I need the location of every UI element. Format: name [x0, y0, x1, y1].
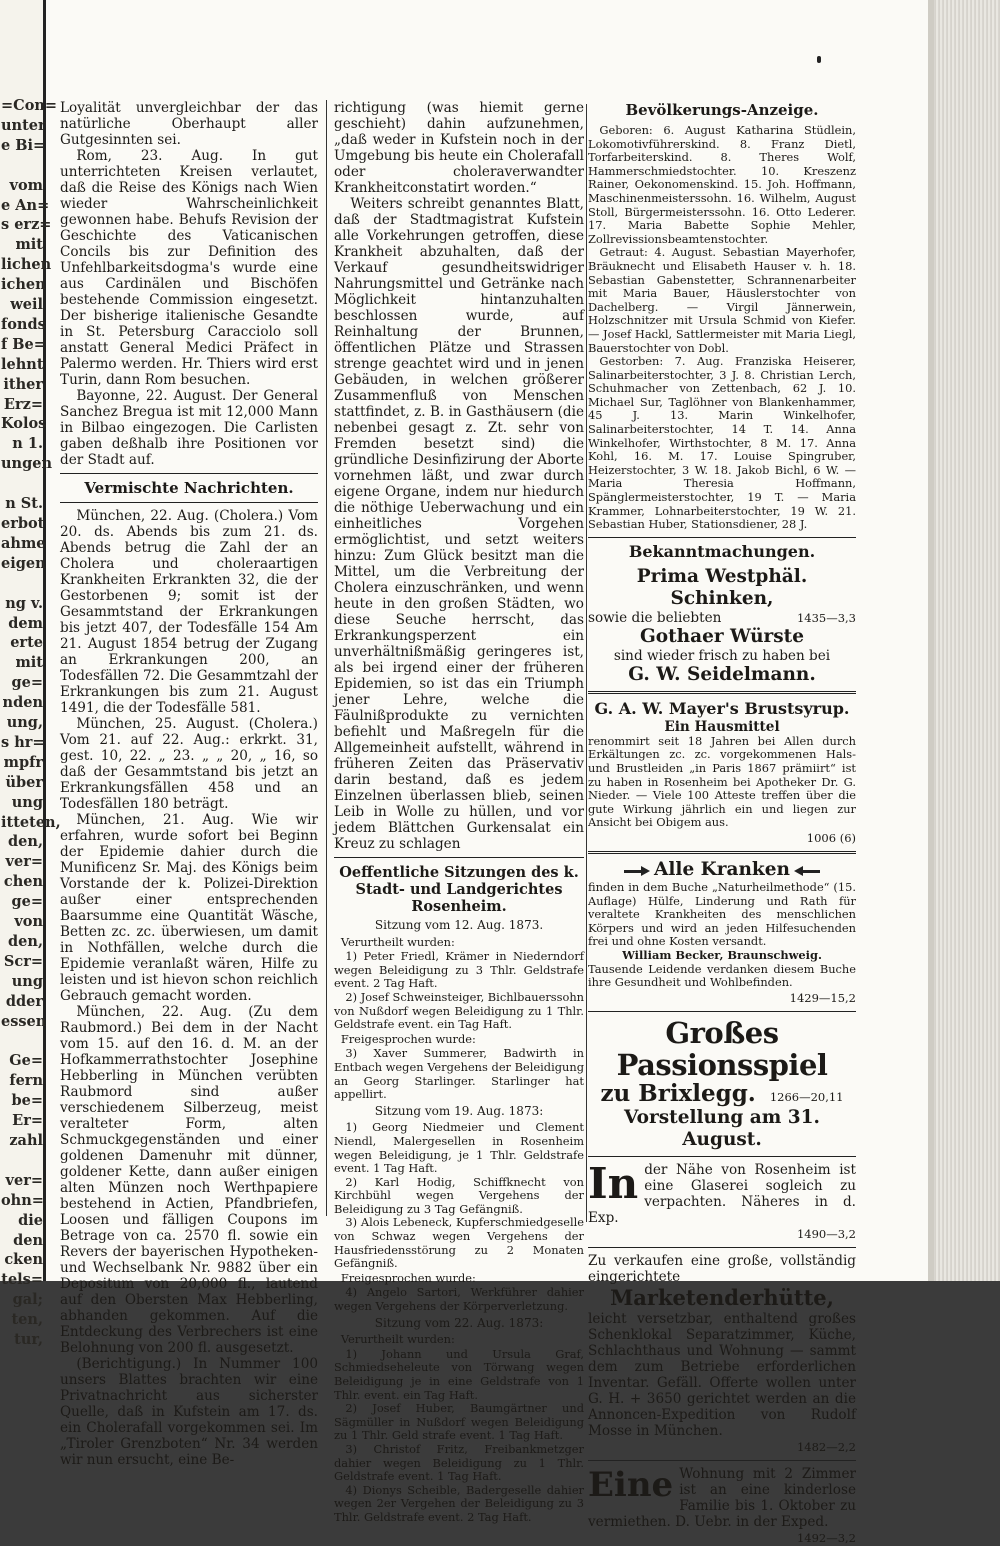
left-fragment-line: essen [1, 1012, 47, 1030]
left-fragment-line: =Con= [1, 97, 58, 114]
court-entry: 1) Georg Niedmeier und Clement Niendl, Malergesellen in Rosenheim wegen Beleidigung, je 1 Thlr. Geldstrafe event. 1 Tag Haft. [334, 1120, 584, 1176]
left-fragment-line: ither [3, 375, 43, 393]
divider [588, 851, 856, 854]
court-entry: 4) Dionys Scheible, Badergeselle dahier wegen 2er Vergehen der Beleidigung zu 3 Thlr. Geldstrafe event. 2 Tag Haft. [334, 1482, 584, 1524]
article-munich-cholera-1: München, 22. Aug. (Cholera.) Vom 20. ds. Abends bis zum 21. ds. Abends betrug die Zahl der an Cholera und choleraartigen Krankheiten Erkrankten 32, die der Gestorbenen 9; somit ist der Gesammtstand der Erkrankungen bis jetzt 407, der Todesfälle 154 Am 21. August 1854 betrug der Zugang an Erkrankungen 200, an Todesfällen 72. Die Gesammtzahl der Erkrankungen bis zum 21. August 1491, die der Todesfälle 581. [60, 508, 318, 716]
left-fragment-line: erte [10, 634, 43, 652]
ad-headline: Alle Kranken [654, 858, 790, 880]
left-fragment-line: tels= [1, 1271, 43, 1289]
left-fragment-line [1, 156, 43, 176]
court-entry: 2) Josef Schweinsteiger, Bichlbauerssohn von Nußdorf wegen Beleidigung zu 1 Thlr. Geldstrafe event. ein Tag Haft. [334, 989, 585, 1032]
section-heading-population: Bevölkerungs-Anzeige. [625, 101, 819, 119]
ad-reference: 1006 (6) [806, 830, 856, 845]
court-entry: 4) Angelo Sartori, Werkführer dahier wegen Vergehens der Körperverletzung. [334, 1285, 584, 1314]
column-rule-1 [326, 100, 327, 1216]
left-fragment-line: mit [15, 654, 43, 672]
column-1 [60, 100, 318, 1468]
column-rule-2 [586, 104, 587, 1222]
ad-reference: 1492—3,2 [796, 1530, 856, 1545]
ad-glaserei [588, 1158, 856, 1242]
left-fragment-line: dder [5, 992, 43, 1010]
left-page-edge [0, 0, 61, 1349]
ad-reference: 1266—20,11 [769, 1089, 844, 1104]
left-fragment-line [1, 474, 43, 494]
ad-passionsspiel [588, 1017, 856, 1151]
section-heading-announcements: Bekanntmachungen. [628, 541, 816, 561]
left-fragment-line: Er= [12, 1112, 43, 1130]
left-page-fragments [1, 96, 61, 1350]
left-fragment-line: ungen [1, 455, 52, 473]
left-fragment-line: lehnt [1, 355, 44, 373]
divider [588, 1156, 856, 1157]
left-fragment-line: lichen [1, 256, 52, 274]
acquittal-label: Freigesprochen wurde: [340, 1031, 476, 1046]
left-fragment-line: die [18, 1211, 43, 1229]
article-rome: Rom, 23. Aug. In gut unterrichteten Kreisen verlautet, daß die Reise des Königs nach Wien wieder Wahrscheinlichkeit gewonnen habe. Behufs Revision der Geschichte des Vaticanischen Concils bis zur Definition des Unfehlbarkeitsdogma's wurde eine aus Cardinälen und Bischöfen bestehende Commission eingesetzt. Der bisherige italienische Gesandte in St. Petersburg Caracciolo soll anstatt General Medici Präfect in Palermo werden. Hr. Thiers wird erst Turin, dann Rom besuchen. [60, 148, 318, 388]
article-correction-cont: richtigung (was hiemit gerne geschieht) dahin aufzunehmen, „daß weder in Kufstein noch in der Umgebung bis heute ein Cholerafall oder choleraverwandter Krankheitconstatirt worden.“ [334, 100, 584, 196]
ad-headline: Großes Passionsspiel [616, 1015, 828, 1082]
left-fragment-line: f Be= [1, 335, 46, 353]
left-fragment-line: cken [4, 1251, 43, 1269]
ad-headline: Marketenderhütte, [610, 1284, 834, 1310]
ad-reference: 1482—2,2 [796, 1439, 856, 1454]
left-fragment-line: ichen [1, 276, 46, 294]
ad-text: sind wieder frisch zu haben bei [613, 647, 831, 664]
left-fragment-line: ge= [11, 674, 43, 692]
marriages: Getraut: 4. August. Sebastian Mayerhofer, Bräuknecht und Elisabeth Hauser v. h. 18. Sebastian Gabenstetter, Schrannenarbeiter mit Maria Bauer, Häuslerstochter von Dachelberg. — Virgil Jännerwein, Holzschnitzer mit Ursula Schmid von Kiefer. — Josef Hackl, Sattlermeister mit Maria Liegl, Bauerstochter von Dobl. [588, 245, 856, 355]
ad-headline: zu Brixlegg. [600, 1079, 756, 1107]
session-date: Sitzung vom 22. Aug. 1873: [374, 1315, 544, 1330]
ad-advertiser: William Becker, Braunschweig. [622, 947, 822, 962]
left-fragment-line: ten, [11, 1311, 43, 1329]
ad-reference: 1429—15,2 [789, 990, 856, 1005]
verdict-label: Verurtheilt wurden: [340, 934, 455, 949]
left-fragment-line: n 1. [12, 435, 43, 453]
left-fragment-line: mit [15, 236, 43, 254]
article-munich-aid: München, 21. Aug. Wie wir erfahren, wurde sofort bei Beginn der Epidemie dahier durch die Munificenz Sr. Maj. des Königs beim Vorstande der k. Polizei-Direktion außer einer entsprechenden Baarsumme eine Quantität Wäsche, Betten zc. zc. überwiesen, um damit in Nothfällen, welche durch die Epidemie veranlaßt wären, Hilfe zu leisten und ist hievon schon reichlich Gebrauch gemacht worden. [60, 812, 318, 1004]
left-fragment-line: ver= [5, 1171, 43, 1189]
ad-text: Zu verkaufen eine große, vollständig eingerichtete [588, 1252, 856, 1285]
ad-body: der Nähe von Rosenheim ist eine Glaserei sogleich zu verpachten. Näheres in d. Exp. [588, 1161, 856, 1226]
left-fragment-line: ng v. [5, 594, 43, 612]
divider [60, 473, 318, 474]
left-fragment-line: Scr= [3, 952, 43, 970]
left-fragment-line [1, 1032, 43, 1052]
ad-body: Wohnung mit 2 Zimmer ist an eine kinderlose Familie bis 1. Oktober zu vermiethen. D. Uebr. in der Exped. [588, 1465, 856, 1530]
ad-kranken [588, 859, 856, 1006]
left-fragment-line: e An= [1, 196, 50, 214]
left-fragment-line: Kolos [1, 415, 47, 433]
pointing-hand-icon [624, 866, 650, 877]
left-fragment-line: Ge= [9, 1052, 43, 1070]
ad-headline: Gothaer Würste [639, 625, 805, 647]
column-2 [334, 100, 584, 1525]
column-3 [588, 100, 856, 1546]
court-entry: 1) Peter Friedl, Krämer in Niederndorf wegen Beleidigung zu 3 Thlr. Geldstrafe event. 2 Tag Haft. [334, 949, 584, 991]
ad-headline: Vorstellung am 31. August. [624, 1106, 820, 1150]
left-fragment-line: nden [2, 694, 43, 712]
left-fragment-line: über [5, 773, 43, 791]
divider [60, 502, 318, 503]
left-fragment-line: ahme [1, 534, 46, 552]
left-fragment-line: ge= [11, 893, 43, 911]
article-kufstein: Weiters schreibt genanntes Blatt, daß der Stadtmagistrat Kufstein alle Vorkehrungen getroffen, diese Krankheit abzuhalten, daß der Verkauf gesundheitswidriger Nahrungsmittel und Getränke nach Möglichkeit hintanzuhalten beschlossen wurde, auf Reinhaltung der Brunnen, öffentlichen Plätze und Strassen strenge geachtet wird und in jenen Gebäuden, in welchen größerer Zusammenfluß von Menschen stattfindet, z. B. in Gasthäusern (die nebenbei gesagt z. Zt. sehr von Fremden besetzt sind) die gründliche Desinfizirung der Aborte vornehmen läßt, und zwar durch eigene Organe, indem nur hiedurch die nöthige Ueberwachung und ein einheitliches Vorgehen ermöglichtist, und setzt weiters hinzu: Zum Glück besitzt man die Mittel, um die Verbreitung der Cholera einzuschränken, und wenn heute in den großen Städten, wo diese Seuche herrscht, das Erkrankungsperzent ein unverhältnißmäßig geringeres ist, als bei irgend einer der früheren Epidemien, so ist das ein Triumph jener Lehre, welche die Fäulnißprodukte zu vernichten befiehlt und Maßregeln für die Allgemeinheit aufstellt, während in früheren Zeiten das Präservativ darin bestand, daß es jedem Einzelnen überlassen blieb, seinen Leib in Wolle zu hüllen, und vor jedem Blättchen Gurkensalat ein Kreuz zu schlagen [334, 196, 585, 852]
court-entry: 3) Alois Lebeneck, Kupferschmiedgeselle von Schwaz wegen Vergehens der Hausfriedensstörung zu 2 Monaten Gefängniß. [334, 1215, 584, 1271]
left-fragment-line: ohn= [1, 1191, 44, 1209]
ad-drop-initial: In [588, 1158, 639, 1208]
ad-headline: G. A. W. Mayer's Brustsyrup. [594, 698, 850, 718]
left-fragment-line: ung, [6, 714, 43, 732]
acquittal-label: Freigesprochen wurde: [340, 1270, 476, 1285]
article-bayonne: Bayonne, 22. August. Der General Sanchez Bregua ist mit 12,000 Mann in Bilbao eingezogen. Die Carlisten gaben deßhalb ihre Positionen vor der Stadt auf. [60, 388, 318, 468]
section-heading-misc: Vermischte Nachrichten. [84, 479, 294, 497]
left-fragment-line: erbot [1, 515, 45, 532]
deaths: Gestorben: 7. Aug. Franziska Heiserer, Salinarbeiterstochter, 3 J. 8. Christian Lerch, Schuhmacher von Zettenbach, 62 J. 10. Michael Sur, Taglöhner von Blankenhammer, 45 J. 13. Marin Winkelhofer, Salinarbeiterstochter, 14 T. 14. Anna Winkelhofer, Wirthstochter, 8 M. 17. Anna Kohl, 16. M. 17. Louise Spingruber, Heizerstochter, 3 W. 18. Jakob Bichl, 6 W. — Maria Theresia Hoffmann, Spänglermeisterstochter, 19 T. — Maria Krammer, Lohnarbeiterstochter, 19 W. 21. Sebastian Huber, Stationsdiener, 28 J. [588, 354, 856, 532]
left-fragment-line: eigen [1, 554, 46, 572]
left-fragment-line: n St. [5, 495, 43, 513]
left-fragment-line [1, 574, 43, 594]
verdict-label: Verurtheilt wurden: [340, 1332, 455, 1347]
left-fragment-line: mpfr [3, 753, 43, 771]
court-entry: 1) Johann und Ursula Graf, Schmiedseheleute von Törwang wegen Beleidigung je in eine Geldstrafe von 1 Thlr. event. ein Tag Haft. [334, 1346, 584, 1402]
population-notices [588, 124, 856, 532]
left-fragment-line: den, [8, 933, 43, 951]
ad-headline: Prima Westphäl. Schinken, [636, 565, 808, 609]
left-fragment-line: e Bi= [1, 136, 46, 154]
court-entry: 3) Christof Fritz, Freibankmetzger dahier wegen Beleidigung zu 1 Thlr. Geldstrafe event. 1 Tag Haft. [334, 1441, 584, 1484]
left-fragment-line: den [13, 1231, 43, 1249]
divider [334, 857, 584, 858]
ad-reference: 1490—3,2 [796, 1226, 856, 1241]
left-fragment-line: ung [11, 793, 43, 811]
divider [588, 537, 856, 538]
ad-text: sowie die beliebten [588, 609, 722, 626]
article-loyalty-end: Loyalität unvergleichbar der das natürliche Oberhaupt aller Gutgesinnten sei. [60, 100, 318, 148]
pointing-hand-icon [794, 866, 820, 877]
left-fragment-line: den, [8, 833, 43, 851]
left-fragment-line [1, 1151, 43, 1171]
ad-advertiser: G. W. Seidelmann. [628, 663, 816, 685]
ad-marketenderhuette [588, 1253, 856, 1455]
left-fragment-line: itteten, [1, 813, 61, 831]
divider [588, 691, 856, 694]
section-heading-court: Oeffentliche Sitzungen des k. Stadt- und Landgerichtes Rosenheim. [339, 864, 579, 915]
divider [588, 1247, 856, 1248]
left-fragment-line: dem [8, 614, 43, 632]
left-fragment-line: zahl [9, 1132, 43, 1150]
court-entry: 2) Karl Hodig, Schiffknecht von Kirchbühl wegen Vergehens der Beleidigung zu 3 Tag Gefängniß. [334, 1174, 584, 1216]
left-fragment-line: Erz= [3, 395, 43, 413]
court-listing [334, 919, 584, 1525]
ad-brustsyrup [588, 699, 856, 846]
article-munich-murder: München, 22. Aug. (Zu dem Raubmord.) Bei dem in der Nacht vom 15. auf den 16. d. M. an der Hofkammerrathstochter Josephine Hebberling in München verübten Raubmord sind außer verschiedenem Silberzeug, meist veralteter Form, alten Schmuckgegenständen und einer goldenen Damenuhr mit dünner, goldener Kette, dann außer einigen alten Münzen noch Werthpapiere bestehend in Actien, Pfandbriefen, Loosen und fälligen Coupons im Betrage von ca. 2570 fl. sowie ein Revers der bayerischen Hypotheken- und Wechselbank Nr. 9882 über ein Depositum von 20,000 fl., lautend auf den Obersten Max Hebberling, abhanden gekommen. Auf die Entdeckung des Verbrechers ist eine Belohnung von 200 fl. ausgesetzt. [60, 1004, 318, 1356]
book-page-stack [928, 0, 1000, 1281]
ad-wohnung [588, 1466, 856, 1546]
ad-note: Tausende Leidende verdanken diesem Buche ihre Gesundheit und Wohlbefinden. [588, 961, 856, 990]
left-fragment-line: s hr= [1, 733, 45, 751]
left-fragment-line: s erz= [1, 216, 52, 234]
ad-drop-initial: Eine [588, 1464, 674, 1505]
left-fragment-line: vom [9, 176, 43, 194]
left-fragment-line: chen [3, 873, 43, 891]
ink-speck [817, 56, 821, 63]
court-entry: 3) Xaver Summerer, Badwirth in Entbach wegen Vergehens der Beleidigung an Georg Starlinger. Starlinger hat appellirt. [334, 1046, 584, 1102]
session-date: Sitzung vom 19. Aug. 1873: [374, 1103, 544, 1118]
ad-seidelmann [588, 566, 856, 686]
ad-body: renommirt seit 18 Jahren bei Allen durch Erkältungen zc. zc. vorgekommenen Hals- und Brustleiden „in Paris 1867 prämiirt“ ist zu haben in Rosenheim bei Apotheker Dr. G. Nieder. — Viele 100 Atteste treffen über die gute Wirkung jährlich ein und liegen zur Ansicht bei Obigem aus. [588, 733, 856, 830]
left-fragment-line: tur, [14, 1331, 43, 1349]
ad-body: leicht versetzbar, enthaltend großes Schenklokal Separatzimmer, Küche, Schlachthaus und Wohnung — sammt dem zum Betriebe erforderlichen Inventar. Gefäll. Offerte wollen unter G. H. + 3650 gerichtet werden an die Annoncen-Expedition von Rudolf Mosse in München. [588, 1310, 856, 1439]
ad-reference: 1435—3,3 [796, 610, 856, 625]
divider [588, 1011, 856, 1012]
left-fragment-line: ver= [5, 853, 43, 871]
left-fragment-line: unter [1, 116, 46, 134]
article-correction: (Berichtigung.) In Nummer 100 unsers Blattes brachten wir eine Privatnachricht aus sicherster Quelle, daß in Kufstein am 17. ds. ein Cholerafall vorgekommen sei. Im „Tiroler Grenzboten“ Nr. 34 werden wir nun ersucht, eine Be- [60, 1356, 318, 1468]
left-fragment-line: fonds [1, 315, 46, 333]
left-fragment-line: weil [10, 296, 43, 314]
left-fragment-line: gal; [12, 1291, 43, 1309]
left-fragment-line: be= [11, 1092, 43, 1110]
ad-body: finden in dem Buche „Naturheilmethode“ (15. Auflage) Hülfe, Linderung und Rath für veraltete Krankheiten des menschlichen Körpers und wird an jeden Hilfesuchenden frei und ohne Kosten versandt. [588, 879, 856, 949]
left-fragment-line: von [14, 913, 43, 931]
ad-subheadline: Ein Hausmittel [664, 718, 780, 735]
left-fragment-line: ung [11, 972, 43, 990]
article-munich-cholera-2: München, 25. August. (Cholera.) Vom 21. auf 22. Aug.: erkrkt. 31, gest. 10, 22. „ 23. „ „ 20, „ 16, so daß der Gesammtstand bis jetzt an Erkrankungsfällen 458 und an Todesfällen 180 beträgt. [60, 716, 318, 812]
left-fragment-line: fern [9, 1072, 43, 1090]
births: Geboren: 6. August Katharina Stüdlein, Lokomotivführerskind. 8. Franz Dietl, Torfarbeiterskind. 8. Theres Wolf, Hammerschmiedstochter. 10. Kreszenz Rainer, Oekonomenskind. 15. Joh. Hoffmann, Maschinenmeisterssohn. 16. Wilhelm, August Stoll, Bürgermeisterssohn. 16. Otto Lederer. 17. Maria Babette Sophie Mehler, Zollrevissionsbeamtenstochter. [588, 123, 856, 246]
divider [588, 1460, 856, 1461]
session-date: Sitzung vom 12. Aug. 1873. [374, 918, 544, 932]
court-entry: 2) Josef Huber, Baumgärtner und Sägmüller in Nußdorf wegen Beleidigung zu 1 Thlr. Geld strafe event. 1 Tag Haft. [334, 1401, 584, 1443]
